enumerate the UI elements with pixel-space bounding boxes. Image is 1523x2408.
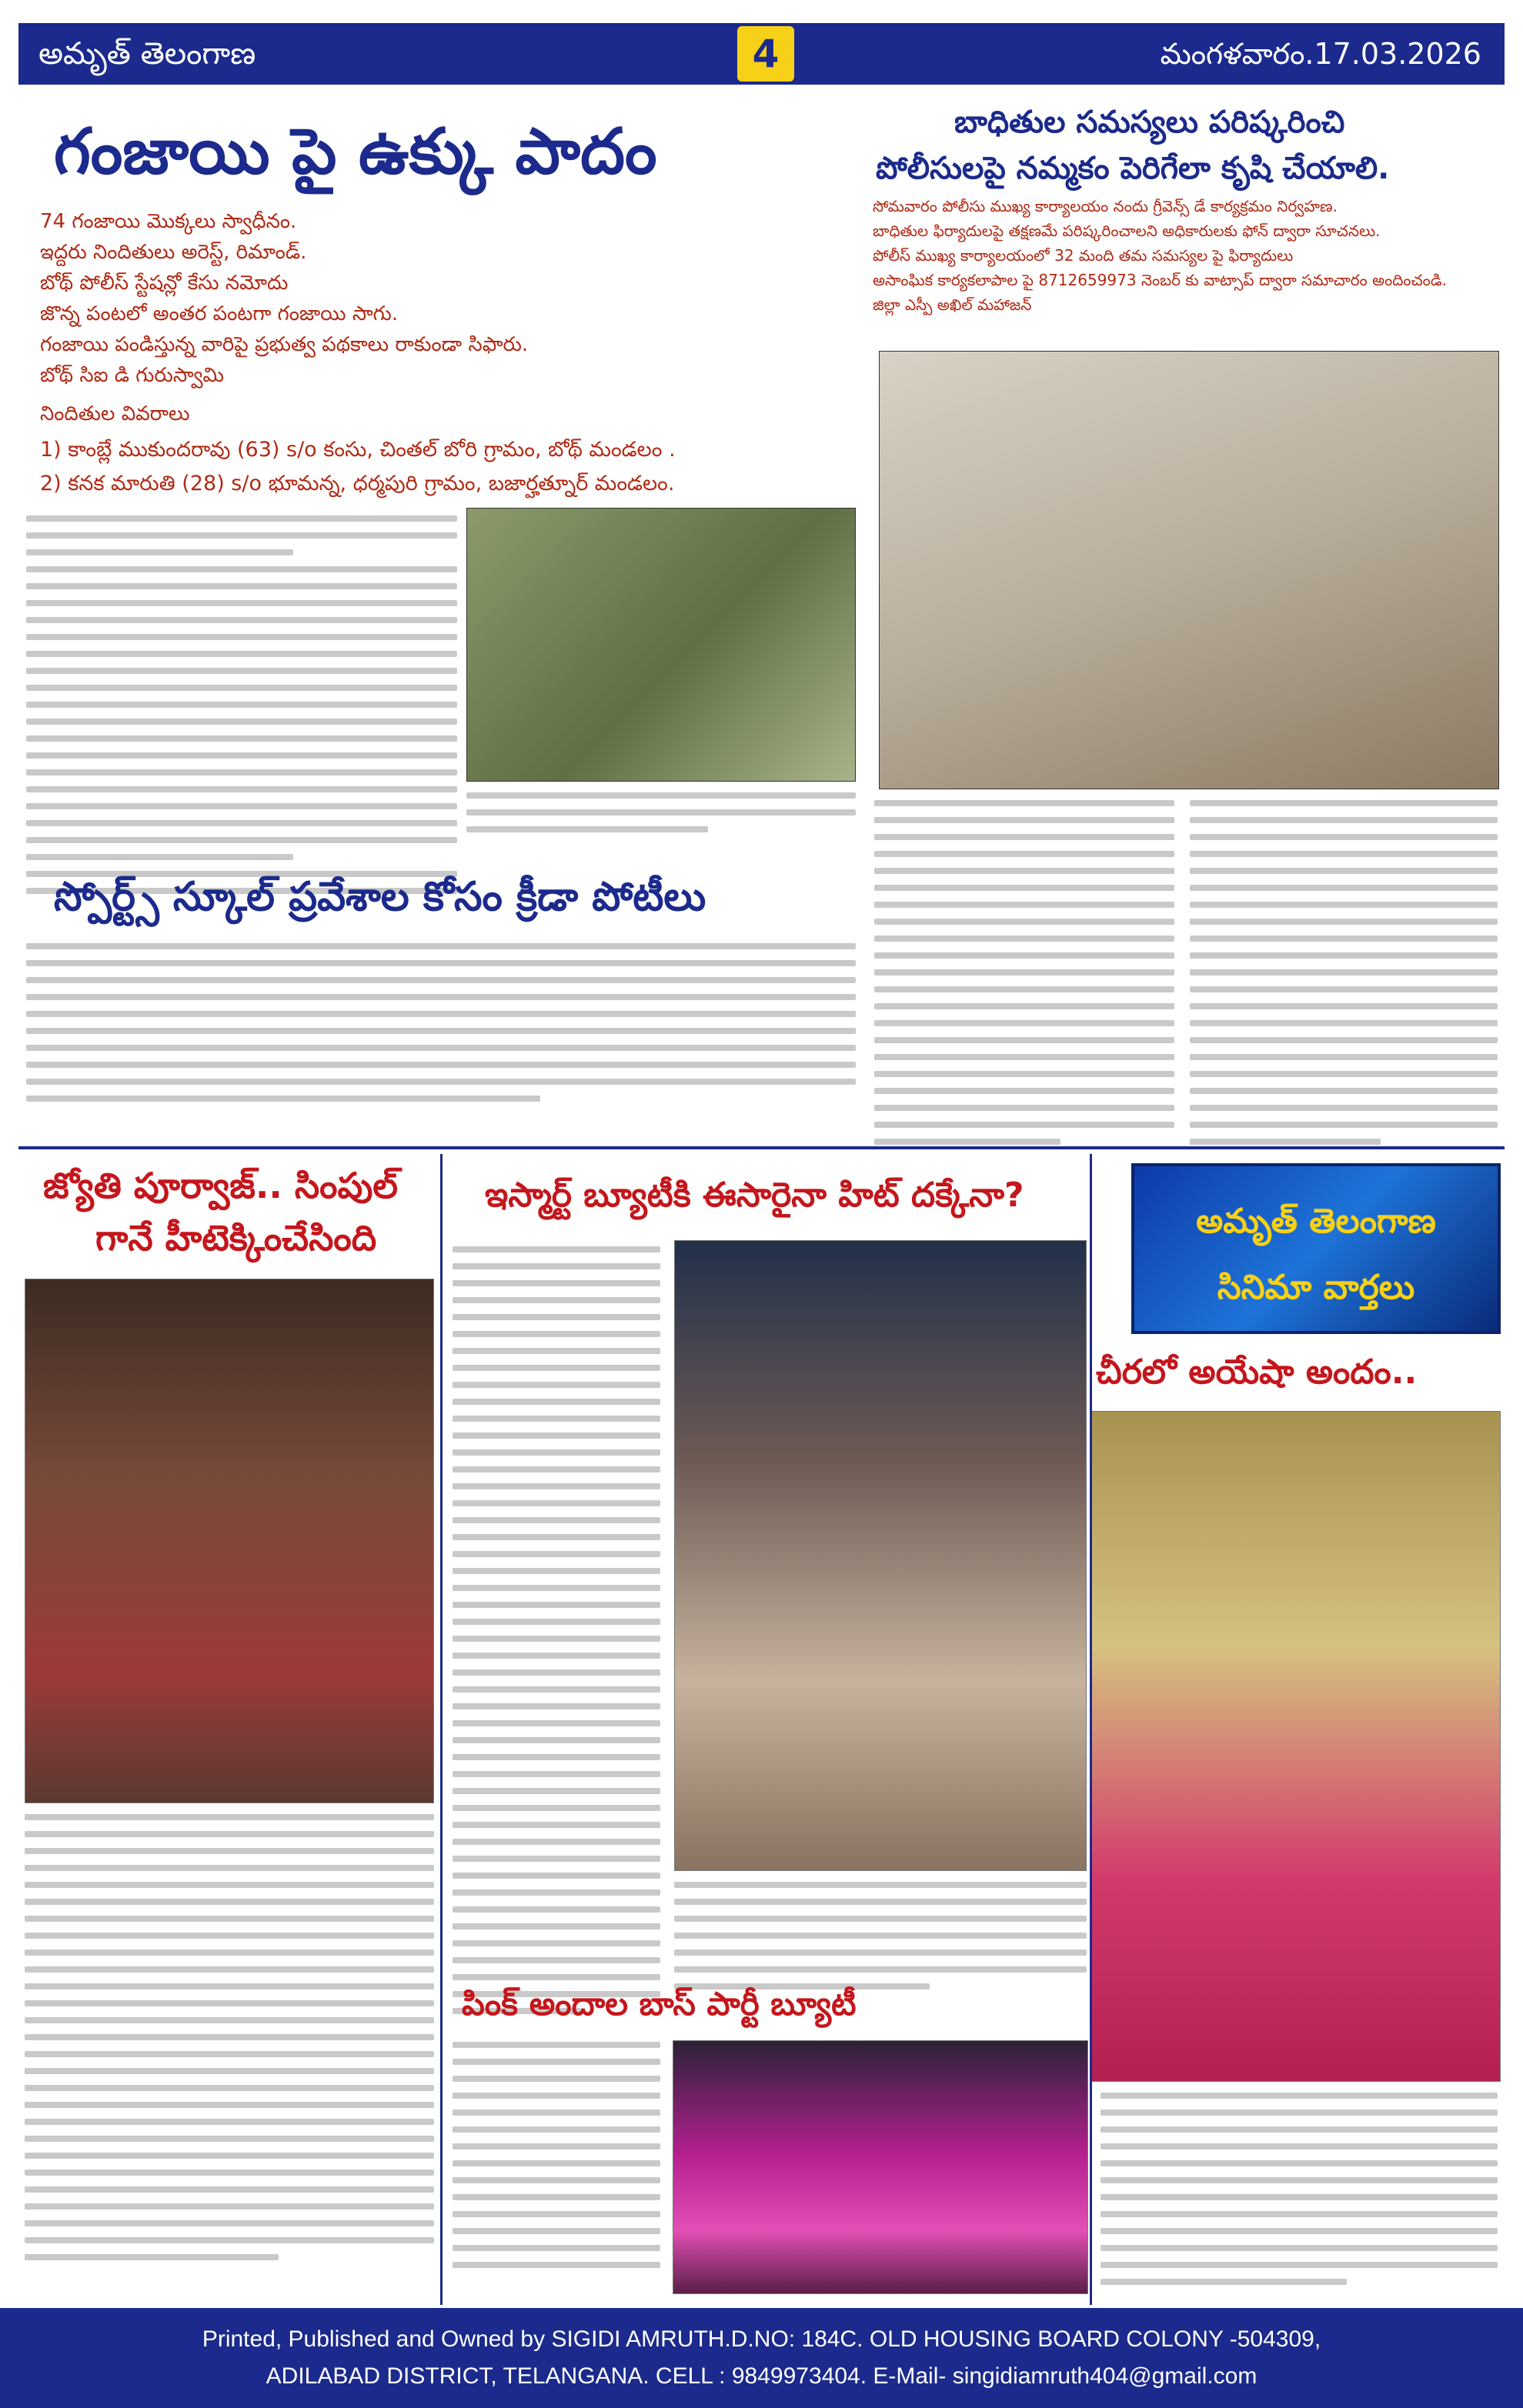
accused-heading: నిందితుల వివరాలు (40, 402, 190, 425)
column-divider (1090, 1154, 1092, 2305)
sports-body-text (26, 943, 856, 1112)
cinema-story4-headline: పింక్ అందాల బాస్ పార్టీ బ్యూటీ (462, 1985, 857, 2023)
police-story-highlight: బాధితుల ఫిర్యాదులపై తక్షణమే పరిష్కరించాలని అధికారులకు ఫోన్ ద్వారా సూచనలు. (873, 222, 1381, 240)
imprint-footer (0, 2308, 1523, 2408)
sports-headline: స్పోర్ట్స్ స్కూల్ ప్రవేశాల కోసం క్రీడా పోటీలు (54, 874, 706, 920)
lead-body-text (26, 515, 457, 905)
lead-highlights (40, 206, 863, 391)
newspaper-brand: అమృత్ తెలంగాణ (38, 36, 256, 72)
masthead (18, 23, 1505, 85)
police-story-headline-line2: పోలీసులపై నమ్మకం పెరిగేలా కృషి చేయాలి. (876, 151, 1390, 186)
cinema-news-banner (1131, 1163, 1501, 1334)
lead-highlight: గంజాయి పండిస్తున్న వారిపై ప్రభుత్వ పథకాలు రాకుండా సిఫారు. (40, 333, 529, 356)
cinema-story3-body (1101, 2093, 1498, 2296)
page-number: 4 (737, 26, 794, 82)
cinema-story4-body-left (453, 2042, 660, 2279)
lead-highlight: ఇద్దరు నిందితులు అరెస్ట్, రిమాండ్. (40, 241, 307, 264)
cinema-banner-title: సినిమా వార్తలు (1217, 1268, 1415, 1307)
police-story-highlight: అసాంఘిక కార్యకలాపాల పై 8712659973 నెంబర్ కు వాట్సాప్ ద్వారా సమాచారం అందించండి. (873, 271, 1447, 289)
lead-highlight: 74 గంజాయి మొక్కలు స్వాధీనం. (40, 210, 297, 233)
cinema-story1-headline-line1: జ్యోతి పూర్వాజ్.. సింపుల్ (43, 1165, 398, 1206)
pink-party-beauty-photo (673, 2040, 1088, 2294)
lead-highlight: బోథ్ పోలీస్ స్టేషన్లో కేసు నమోదు (40, 272, 289, 295)
lead-body-text-continued (466, 792, 856, 843)
accused-item: 1) కాంబ్లే ముకుందరావు (63) s/o కంసు, చింతల్ బోరి గ్రామం, బోథ్ మండలం . (40, 438, 676, 462)
cinema-story1-headline-line2: గానే హీటెక్కించేసింది (95, 1217, 377, 1259)
police-story-headline-line1: బాధితుల సమస్యలు పరిష్కరించి (954, 105, 1345, 140)
cinema-story2-body-left (453, 1246, 660, 2025)
issue-date: మంగళవారం.17.03.2026 (1160, 37, 1481, 71)
cinema-story3-headline: చీరలో అయేషా అందం.. (1096, 1352, 1418, 1392)
ismart-beauty-photo (674, 1240, 1087, 1871)
imprint-line2: ADILABAD DISTRICT, TELANGANA. CELL : 9849973404. E-Mail- singidiamruth404@gmail.com (266, 2363, 1257, 2389)
police-story-highlight: సోమవారం పోలీసు ముఖ్య కార్యాలయం నందు గ్రీవెన్స్ డే కార్యక్రమం నిర్వహణ. (873, 197, 1338, 215)
cinema-story1-body (25, 1814, 434, 2271)
police-story-body-right (1190, 800, 1498, 1156)
imprint-line1: Printed, Published and Owned by SIGIDI AMRUTH.D.NO: 184C. OLD HOUSING BOARD COLONY -504309, (202, 2326, 1321, 2352)
cinema-banner-brand: అమృత్ తెలంగాణ (1196, 1202, 1436, 1241)
cinema-story2-headline: ఇస్మార్ట్ బ్యూటీకి ఈసారైనా హిట్ దక్కేనా? (485, 1176, 1024, 1215)
police-story-highlight: పోలీస్ ముఖ్య కార్యాలయంలో 32 మంది తమ సమస్యల పై ఫిర్యాదులు (873, 246, 1294, 265)
police-field-photo (466, 508, 856, 782)
ayesha-saree-photo (1091, 1411, 1501, 2082)
section-divider (18, 1146, 1505, 1149)
grievance-day-photo (879, 351, 1499, 789)
accused-item: 2) కనక మారుతి (28) s/o భూమన్న, ధర్మపురి గ్రామం, బజార్హత్నూర్ మండలం. (40, 472, 675, 495)
accused-list (40, 433, 676, 501)
police-story-highlight: జిల్లా ఎస్పీ అఖిల్ మహాజన్ (873, 295, 1032, 314)
jyothi-poorvaj-photo (25, 1279, 434, 1803)
police-story-body-left (874, 800, 1174, 1156)
column-divider (440, 1154, 443, 2305)
lead-highlight: జొన్న పంటలో అంతర పంటగా గంజాయి సాగు. (40, 302, 399, 325)
police-story-highlights (873, 194, 1447, 317)
cinema-story2-body-right (674, 1882, 1087, 2000)
lead-headline: గంజాయి పై ఉక్కు పాదం (54, 115, 657, 188)
lead-highlight: బోథ్ సిఐ డి గురుస్వామి (40, 364, 225, 387)
